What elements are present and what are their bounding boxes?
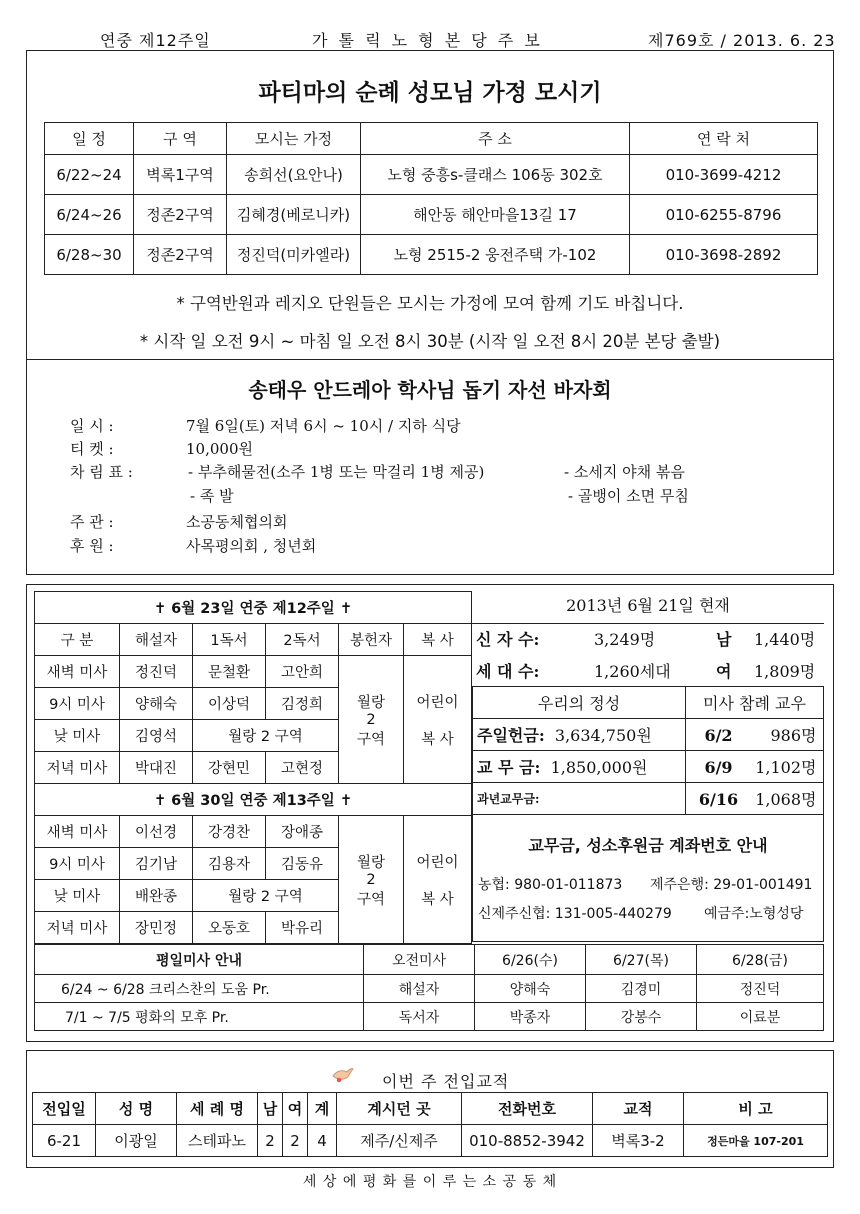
- cell: 양해숙: [120, 688, 193, 720]
- server-line: 복 사: [421, 731, 454, 748]
- table-row: [45, 235, 818, 275]
- cell: 박대진: [120, 752, 193, 784]
- col-header: 계시던 곳: [337, 1093, 462, 1125]
- server-cell: [404, 656, 472, 784]
- attend-date: 6/16: [698, 790, 739, 809]
- cell: 김정희: [266, 688, 339, 720]
- cell: [473, 783, 686, 815]
- cell: 6/24~26: [45, 195, 134, 235]
- offering-title: 우리의 정성: [473, 687, 686, 719]
- account-jeju: 제주은행: 29-01-001491: [650, 877, 813, 893]
- cell: 해설자: [364, 975, 475, 1003]
- fatima-table: [44, 122, 818, 275]
- transfer-table: [32, 1092, 828, 1157]
- server-line: 어린이: [416, 854, 459, 871]
- table-row: [35, 816, 472, 848]
- cell: 김동유: [266, 848, 339, 880]
- sunday-value: 3,634,750원: [554, 726, 652, 745]
- cell: 010-8852-3942: [462, 1125, 593, 1157]
- ticket-label: 티 켓 :: [70, 440, 114, 458]
- col-family: 모시는 가정: [227, 123, 361, 155]
- cell: 새벽 미사: [35, 816, 120, 848]
- cell: 오동호: [193, 912, 266, 944]
- day-header: 6/27(목): [586, 945, 697, 975]
- cell: 이선경: [120, 816, 193, 848]
- issue-number: 제769호 / 2013. 6. 23: [648, 31, 836, 50]
- cell: 강현민: [193, 752, 266, 784]
- attend-count: 1,068명: [755, 790, 817, 809]
- account-shinhyup: 신제주신협: 131-005-440279: [478, 906, 672, 922]
- offerer-cell: [339, 656, 404, 784]
- cell: 010-3698-2892: [630, 235, 818, 275]
- col-header: 여: [283, 1093, 308, 1125]
- cell: 문철환: [193, 656, 266, 688]
- cell: 2: [258, 1125, 283, 1157]
- day-header: 6/26(수): [475, 945, 586, 975]
- col-district: 구 역: [134, 123, 227, 155]
- cell: 6/24 ~ 6/28 크리스찬의 도움 Pr.: [35, 975, 364, 1003]
- col-header: 계: [308, 1093, 337, 1125]
- cell: 송희선(요안나): [227, 155, 361, 195]
- fatima-note-2: * 시작 일 오전 9시 ~ 마침 일 오전 8시 30분 (시작 일 오전 8시 20분 본당 출발): [139, 332, 721, 351]
- cell: 010-6255-8796: [630, 195, 818, 235]
- cell: 월랑 2 구역: [193, 720, 339, 752]
- offerer-line: 2: [366, 871, 376, 888]
- dove-icon: [330, 1062, 354, 1086]
- menu-item: - 골뱅이 소면 무침: [568, 487, 689, 505]
- offerer-line: 월랑: [356, 694, 385, 711]
- col-header: 구 분: [35, 624, 120, 656]
- col-header: 복 사: [404, 624, 472, 656]
- cell: 2: [283, 1125, 308, 1157]
- col-header: 1독서: [193, 624, 266, 656]
- cell: 장애종: [266, 816, 339, 848]
- weekday-title: 평일미사 안내: [35, 945, 364, 975]
- weekday-mass-table: [34, 944, 824, 1031]
- week2-title: ✝ 6월 30일 연중 제13주일 ✝: [35, 784, 472, 816]
- cell: 저녁 미사: [35, 752, 120, 784]
- fatima-note-1: * 구역반원과 레지오 단원들은 모시는 가정에 모여 함께 기도 바칩니다.: [176, 294, 684, 313]
- cell: 6/28~30: [45, 235, 134, 275]
- host-value: 소공동체협의회: [186, 513, 288, 531]
- cell: 정존2구역: [134, 195, 227, 235]
- cell: 스테파노: [177, 1125, 258, 1157]
- attendance-title: 미사 참례 교우: [686, 687, 824, 719]
- table-row: [473, 719, 824, 751]
- cell: [686, 719, 824, 751]
- col-header: 교적: [593, 1093, 684, 1125]
- server-cell: [404, 816, 472, 944]
- offerer-line: 구역: [356, 891, 385, 908]
- cell: 벽록3-2: [593, 1125, 684, 1157]
- cell: 김혜경(베로니카): [227, 195, 361, 235]
- cell: [473, 719, 686, 751]
- week1-title: ✝ 6월 23일 연중 제12주일 ✝: [35, 592, 472, 624]
- cell: 제주/신제주: [337, 1125, 462, 1157]
- cell: 9시 미사: [35, 688, 120, 720]
- col-header: 성 명: [96, 1093, 177, 1125]
- sponsor-value: 사목평의회 , 청년회: [186, 537, 317, 555]
- attend-count: 986명: [770, 726, 817, 745]
- female-value: 1,809명: [754, 662, 816, 681]
- col-header: 2독서: [266, 624, 339, 656]
- stats-title: 2013년 6월 21일 현재: [472, 591, 824, 624]
- menu-item: - 부추해물전(소주 1병 또는 막걸리 1병 제공): [188, 463, 485, 481]
- sponsor-label: 후 원 :: [70, 537, 114, 555]
- cell: [686, 751, 824, 783]
- cell: 이광일: [96, 1125, 177, 1157]
- cell: 강경찬: [193, 816, 266, 848]
- cell: 김기남: [120, 848, 193, 880]
- households-value: 1,260세대: [594, 662, 671, 681]
- cell: 새벽 미사: [35, 656, 120, 688]
- menu-label: 차 림 표 :: [70, 463, 133, 481]
- cell: 저녁 미사: [35, 912, 120, 944]
- cell: [473, 751, 686, 783]
- accounts-title: 교무금, 성소후원금 계좌번호 안내: [528, 836, 768, 855]
- account-nh: 농협: 980-01-011873: [478, 877, 623, 893]
- liturgy-schedule-table: [34, 591, 472, 944]
- attend-date: 6/2: [704, 726, 733, 745]
- col-header: 남: [258, 1093, 283, 1125]
- date-value: 7월 6일(토) 저녁 6시 ~ 10시 / 지하 식당: [186, 417, 461, 435]
- attend-date: 6/9: [704, 758, 733, 777]
- cell: 9시 미사: [35, 848, 120, 880]
- transfer-title: 이번 주 전입교적: [382, 1072, 510, 1091]
- cell: 010-3699-4212: [630, 155, 818, 195]
- cell: 4: [308, 1125, 337, 1157]
- host-label: 주 관 :: [70, 513, 114, 531]
- cell: 해안동 해안마을13길 17: [361, 195, 630, 235]
- account-holder: 예금주:노형성당: [704, 906, 804, 922]
- cell: 강봉수: [586, 1003, 697, 1031]
- cell: 김영석: [120, 720, 193, 752]
- bulletin-title: 가 톨 릭 노 형 본 당 주 보: [312, 31, 543, 50]
- offering-table: [472, 686, 824, 815]
- issue-week: 연중 제12주일: [100, 31, 211, 50]
- dues-value: 1,850,000원: [550, 758, 648, 777]
- cell: 정존2구역: [134, 235, 227, 275]
- date-label: 일 시 :: [70, 417, 114, 435]
- server-line: 어린이: [416, 694, 459, 711]
- dues-label: 교 무 금:: [477, 758, 541, 777]
- col-header: 비 고: [684, 1093, 828, 1125]
- cell: 정든마을 107-201: [684, 1125, 828, 1157]
- menu-item: - 소세지 야채 볶음: [564, 463, 685, 481]
- col-header: 세 례 명: [177, 1093, 258, 1125]
- col-header: 전입일: [33, 1093, 96, 1125]
- sunday-label: 주일헌금:: [477, 726, 545, 745]
- table-row: [35, 975, 824, 1003]
- cell: 정진덕(미카엘라): [227, 235, 361, 275]
- cell: 독서자: [364, 1003, 475, 1031]
- cell: 장민정: [120, 912, 193, 944]
- ticket-value: 10,000원: [186, 440, 253, 458]
- table-row: [35, 656, 472, 688]
- attend-count: 1,102명: [755, 758, 817, 777]
- cell: 김용자: [193, 848, 266, 880]
- households-label: 세 대 수:: [476, 662, 540, 681]
- believers-value: 3,249명: [594, 630, 656, 649]
- cell: 박종자: [475, 1003, 586, 1031]
- morning-mass: 오전미사: [364, 945, 475, 975]
- menu-item: - 족 발: [190, 487, 234, 505]
- cell: 고안희: [266, 656, 339, 688]
- server-line: 복 사: [421, 891, 454, 908]
- cell: 벽록1구역: [134, 155, 227, 195]
- table-row: [33, 1125, 828, 1157]
- cell: 낮 미사: [35, 880, 120, 912]
- fatima-title: 파티마의 순례 성모님 가정 모시기: [258, 80, 602, 106]
- col-header: 해설자: [120, 624, 193, 656]
- col-address: 주 소: [361, 123, 630, 155]
- cell: 이상덕: [193, 688, 266, 720]
- cell: 노형 중흥s-클래스 106동 302호: [361, 155, 630, 195]
- male-value: 1,440명: [754, 630, 816, 649]
- female-label: 여: [716, 662, 732, 681]
- cell: 고현정: [266, 752, 339, 784]
- col-header: 전화번호: [462, 1093, 593, 1125]
- offerer-line: 월랑: [356, 854, 385, 871]
- cell: 정진덕: [697, 975, 824, 1003]
- table-row: [473, 751, 824, 783]
- male-label: 남: [716, 630, 732, 649]
- cell: 월랑 2 구역: [193, 880, 339, 912]
- cell: 6-21: [33, 1125, 96, 1157]
- table-row: [45, 195, 818, 235]
- offerer-line: 구역: [356, 731, 385, 748]
- day-header: 6/28(금): [697, 945, 824, 975]
- believers-label: 신 자 수:: [476, 630, 540, 649]
- table-row: [45, 155, 818, 195]
- cell: [686, 783, 824, 815]
- cell: 이료분: [697, 1003, 824, 1031]
- past-dues-label: 과년교무금:: [477, 792, 540, 806]
- col-header: 봉헌자: [339, 624, 404, 656]
- cell: 배완종: [120, 880, 193, 912]
- cell: 정진덕: [120, 656, 193, 688]
- cell: 노형 2515-2 웅전주택 가-102: [361, 235, 630, 275]
- offerer-cell: [339, 816, 404, 944]
- col-date: 일 정: [45, 123, 134, 155]
- cell: 6/22~24: [45, 155, 134, 195]
- cell: 박유리: [266, 912, 339, 944]
- cell: 김경미: [586, 975, 697, 1003]
- table-row: [473, 783, 824, 815]
- cell: 7/1 ~ 7/5 평화의 모후 Pr.: [35, 1003, 364, 1031]
- footer-motto: 세 상 에 평 화 를 이 루 는 소 공 동 체: [302, 1174, 558, 1190]
- col-contact: 연 락 처: [630, 123, 818, 155]
- cell: 양해숙: [475, 975, 586, 1003]
- bazaar-title: 송태우 안드레아 학사님 돕기 자선 바자회: [248, 378, 612, 402]
- offerer-line: 2: [366, 711, 376, 728]
- table-row: [35, 1003, 824, 1031]
- cell: 낮 미사: [35, 720, 120, 752]
